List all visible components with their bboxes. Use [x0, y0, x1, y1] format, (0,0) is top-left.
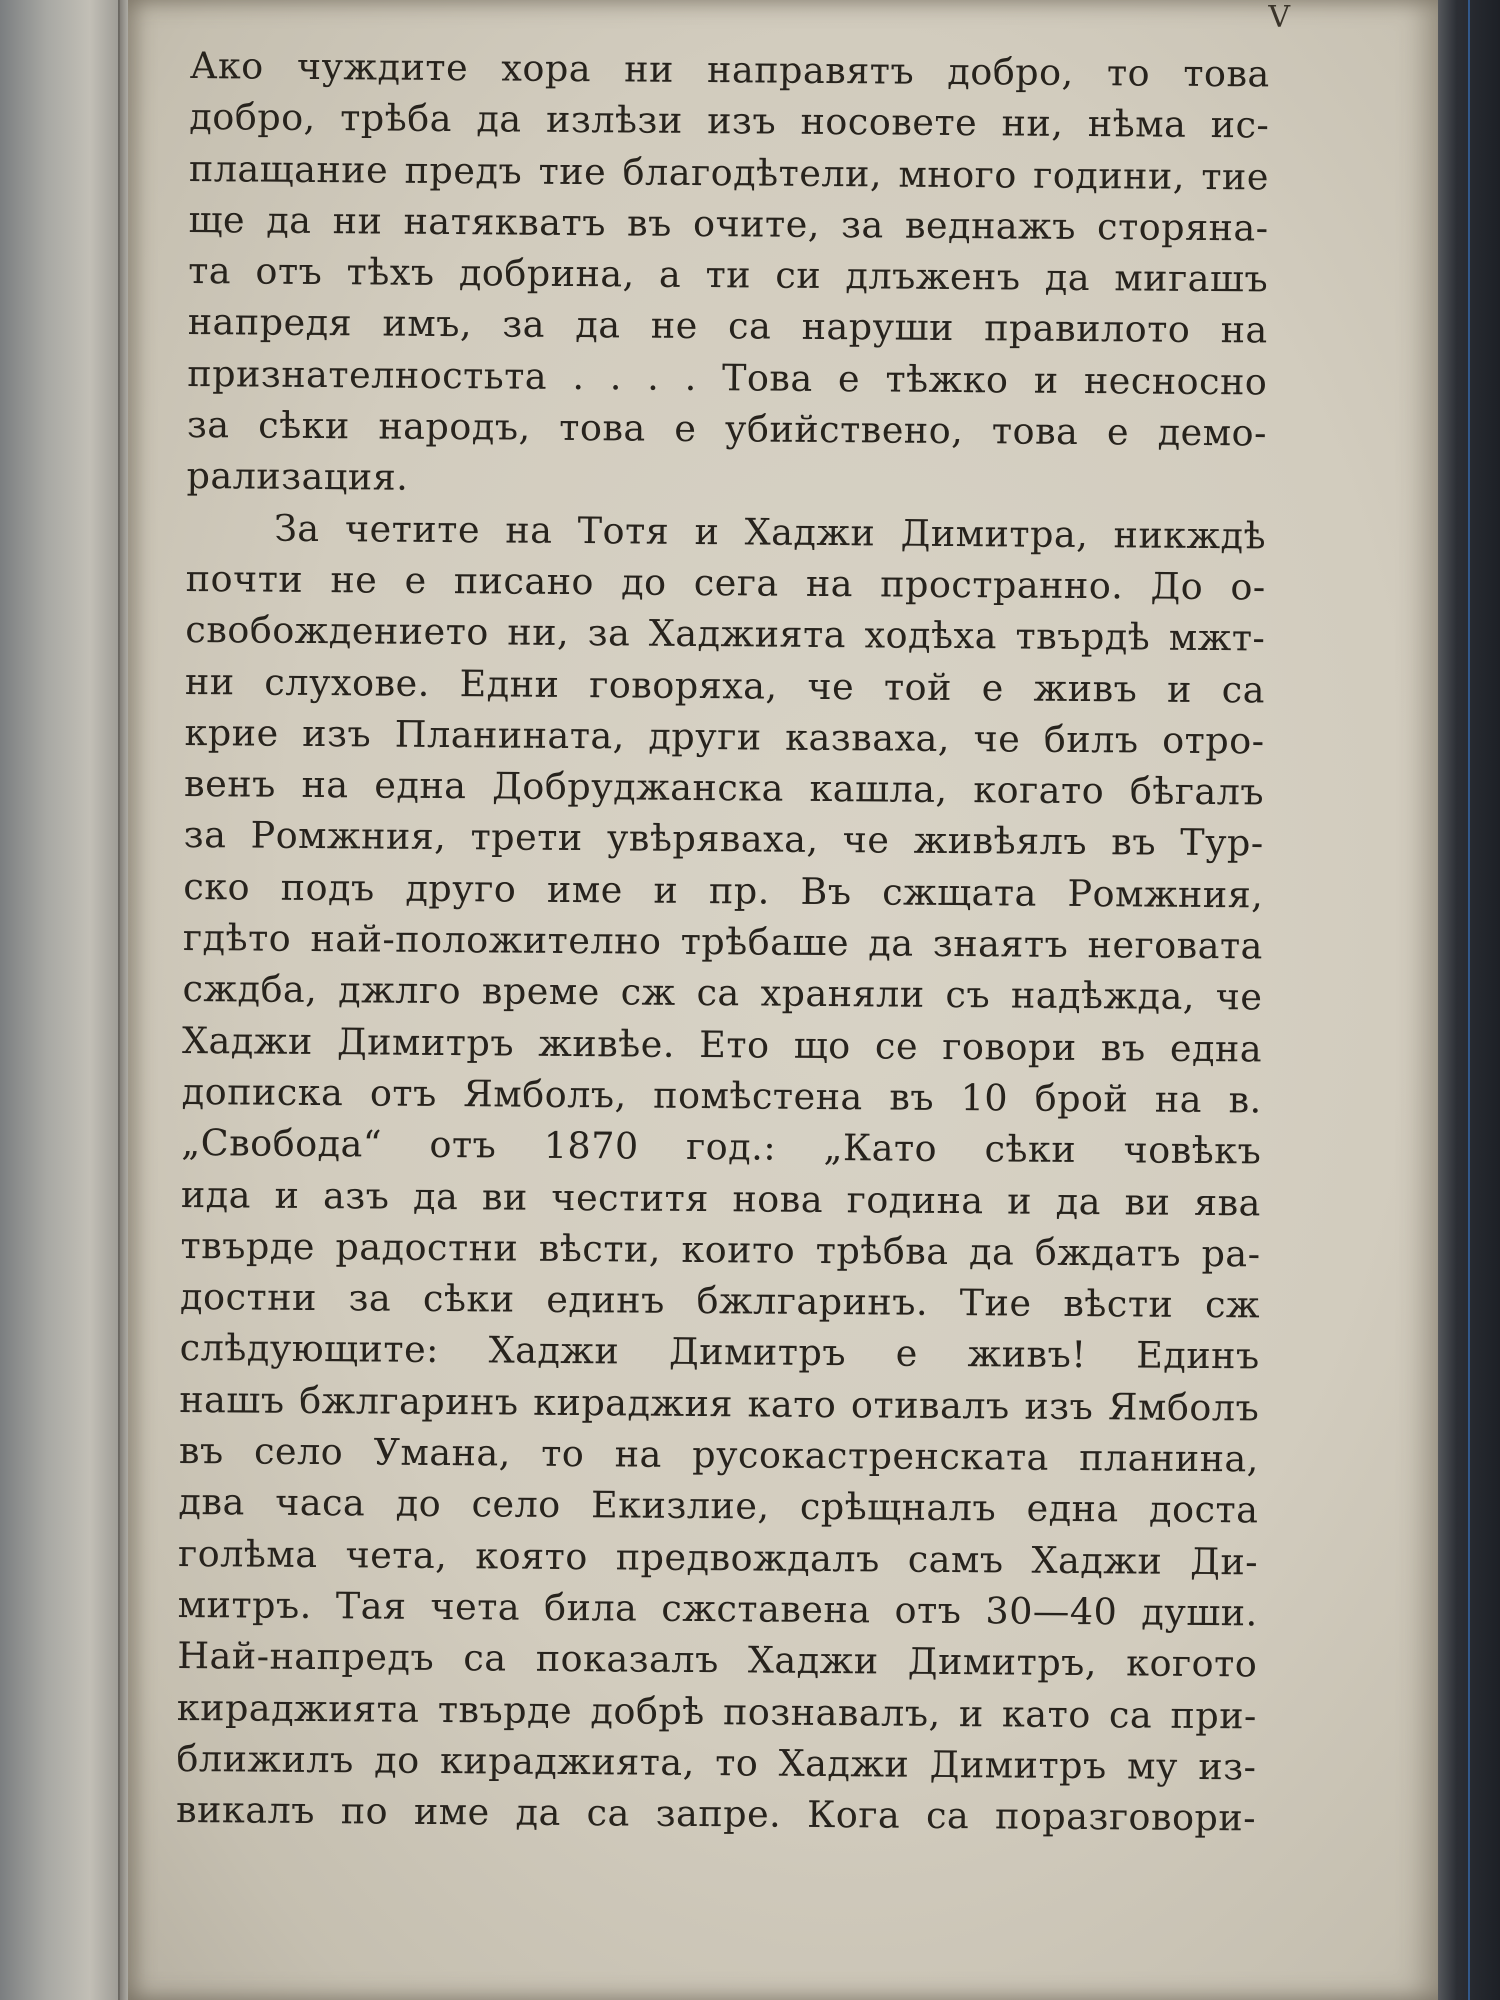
- text-line: Най-напредъ са показалъ Хаджи Димитръ, когото: [177, 1634, 1258, 1686]
- text-line: почти не е писано до сега на пространно. До о-: [185, 556, 1266, 609]
- text-line: слѣдующите: Хаджи Димитръ е живъ! Единъ: [179, 1326, 1260, 1378]
- text-line: за сѣки народъ, това е убийствено, това е демо-: [186, 403, 1268, 455]
- text-line: ще да ни натякватъ въ очите, за веднажъ сторяна-: [188, 197, 1269, 250]
- text-line: два часа до село Екизлие, срѣщналъ една доста: [178, 1480, 1259, 1532]
- text-line: за Ромжния, трети увѣряваха, че живѣялъ въ Тур-: [183, 813, 1264, 865]
- paragraph-2: [176, 502, 1266, 1844]
- text-line: кираджията твърде добрѣ познавалъ, и като са при-: [176, 1685, 1258, 1737]
- text-line: та отъ тѣхъ добрина, а ти си длъженъ да мигашъ: [188, 249, 1269, 301]
- text-line: митръ. Тая чета била сжставена отъ 30—40 души.: [177, 1582, 1258, 1635]
- text-line: твърде радостни вѣсти, които трѣбва да бждатъ ра-: [180, 1223, 1261, 1276]
- text-line: ближилъ до кираджията, то Хаджи Димитръ му из-: [176, 1736, 1257, 1789]
- notebook-line: [1468, 0, 1470, 2000]
- text-line: рализация.: [186, 454, 409, 500]
- text-line: голѣма чета, която предвождалъ самъ Хаджи Ди-: [177, 1531, 1259, 1584]
- text-line: напредя имъ, за да не са наруши правилото на: [187, 300, 1268, 352]
- text-line: дописка отъ Ямболъ, помѣстена въ 10 брой на в.: [181, 1069, 1262, 1122]
- text-line: достни за сѣки единъ бжлгаринъ. Тие вѣсти сж: [179, 1275, 1261, 1327]
- text-line: Ако чуждите хора ни направятъ добро, то това: [189, 43, 1270, 96]
- text-line: крие изъ Планината, други казваха, че билъ отро-: [184, 710, 1265, 763]
- book-cover-edge: [1438, 0, 1500, 2000]
- text-line: „Свобода“ отъ 1870 год.: „Като сѣки човѣкъ: [181, 1121, 1262, 1173]
- page-text: [176, 40, 1270, 1844]
- text-line: Хаджи Димитръ живѣе. Ето що се говори въ една: [181, 1018, 1263, 1071]
- text-line: венъ на една Добруджанска кашла, когато бѣгалъ: [183, 762, 1265, 814]
- text-line: нашъ бжлгаринъ кираджия като отивалъ изъ Ямболъ: [179, 1377, 1260, 1430]
- text-line: въ село Умана, то на русокастренската планина,: [178, 1428, 1260, 1481]
- text-line: сждба, джлго време сж са храняли съ надѣжда, че: [182, 967, 1263, 1019]
- text-line: ида и азъ да ви честитя нова година и да ви ява: [180, 1172, 1262, 1224]
- text-line: ни слухове. Едни говоряха, че той е живъ и са: [184, 659, 1266, 712]
- page-corner-mark: V: [1268, 0, 1290, 35]
- text-line: свобождението ни, за Хаджията ходѣха твърдѣ мжт-: [185, 608, 1266, 660]
- text-line: признателностьта . . . . Това е тѣжко и несносно: [187, 351, 1268, 404]
- text-line: добро, трѣба да излѣзи изъ носовете ни, нѣма ис-: [189, 95, 1270, 147]
- text-line: гдѣто най-положително трѣбаше да знаятъ неговата: [182, 916, 1264, 968]
- text-line: За четите на Тотя и Хаджи Димитра, никждѣ: [274, 506, 1267, 558]
- text-line: ско подъ друго име и пр. Въ сжщата Ромжния,: [183, 864, 1264, 917]
- text-line: викалъ по име да са запре. Кога са поразговори-: [175, 1788, 1257, 1840]
- paragraph-1: [186, 40, 1270, 510]
- text-line: плащание предъ тие благодѣтели, много години, тие: [188, 146, 1270, 199]
- facing-page-edge: [0, 0, 120, 2000]
